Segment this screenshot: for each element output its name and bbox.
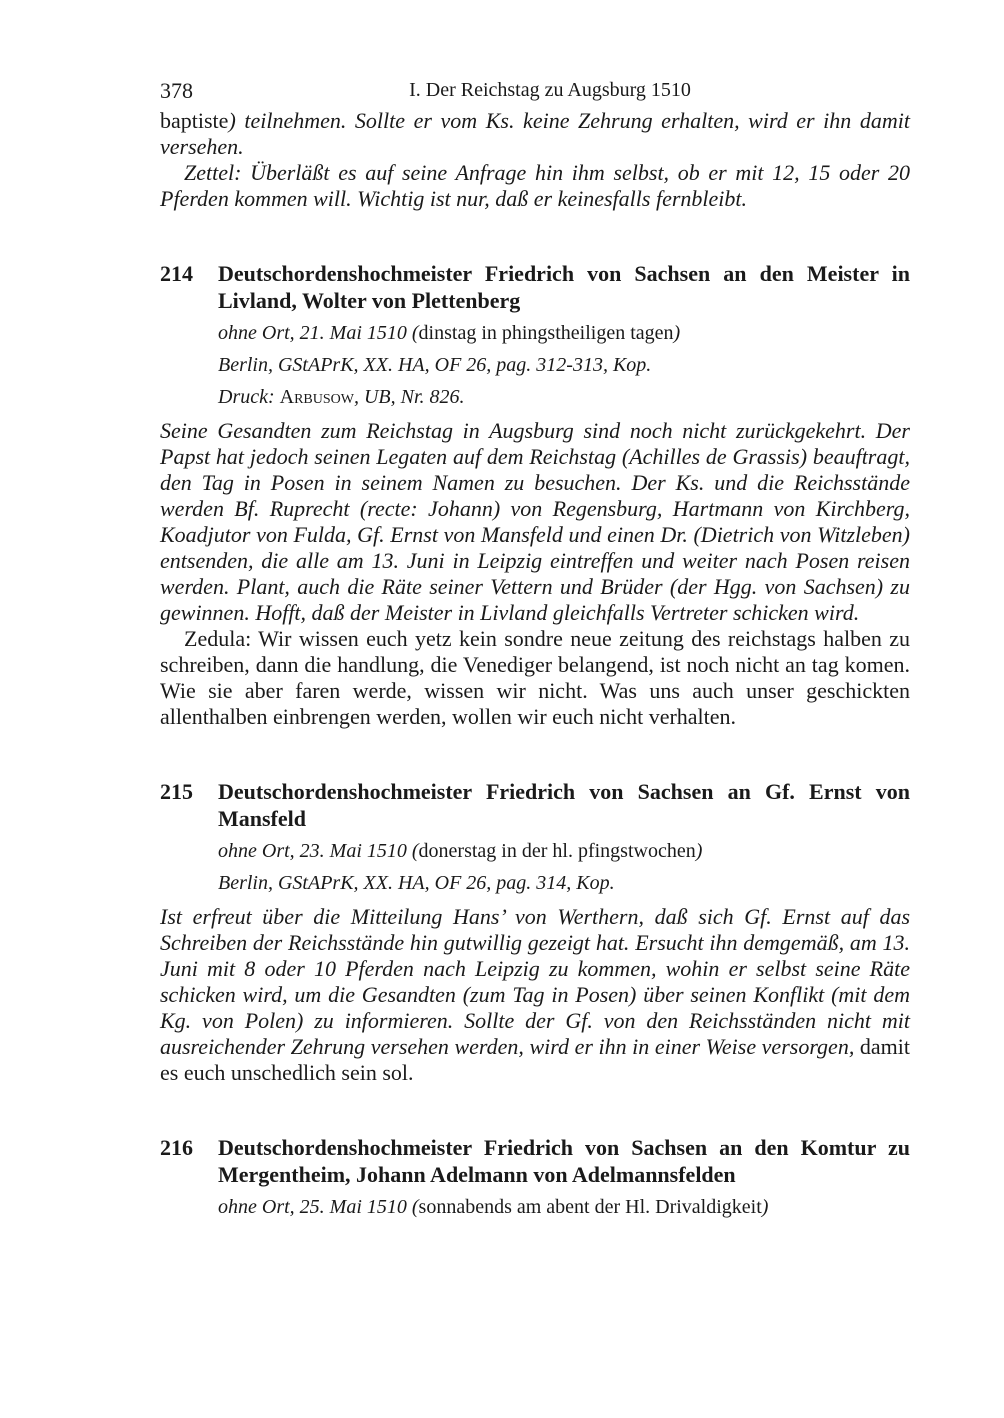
entry-heading: [160, 260, 910, 314]
date-close: ): [673, 322, 681, 344]
entry-summary: Seine Gesandten zum Reichstag in Augsburg sind noch nicht zurückgekehrt. Der Papst hat jedoch seinen Legaten auf dem Reichstag (Achilles de Grassis) beauftragt, den Tag in Posen in seinem Namen zu besuchen. Der Ks. und die Reichsstände werden Bf. Ruprecht (recte: Johann) von Regensburg, Hartmann von Kirchberg, Koadjutor von Fulda, Gf. Ernst von Mansfeld und einen Dr. (Dietrich von Witzleben) entsenden, die alle am 13. Juni in Leipzig eintreffen und weiter nach Posen reisen werden. Plant, auch die Räte seiner Vettern und Brüder (der Hgg. von Sachsen) zu gewinnen. Hofft, daß der Meister in Livland gleichfalls Vertreter schicken wird.: [160, 418, 910, 625]
print-author: Arbusow: [279, 386, 354, 408]
entry-date: [218, 1194, 910, 1220]
entry-number: 214: [160, 261, 193, 286]
print-label: Druck:: [218, 386, 280, 408]
entry-print: [218, 384, 910, 410]
entry-meta: [160, 1194, 910, 1220]
entry-215: [160, 778, 910, 1086]
entry-214: [160, 260, 910, 730]
entry-title: Deutschordenshochmeister Friedrich von Sachsen an den Meister in Livland, Wolter von Plettenberg: [218, 261, 910, 313]
entry-title: Deutschordenshochmeister Friedrich von Sachsen an den Komtur zu Mergentheim, Johann Adelmann von Adelmannsfelden: [218, 1135, 910, 1187]
entry-source: Berlin, GStAPrK, XX. HA, OF 26, pag. 314, Kop.: [218, 872, 615, 894]
intro-italic-text: ) teilnehmen. Sollte er vom Ks. keine Zehrung erhalten, wird er ihn damit versehen.: [160, 108, 910, 159]
intro-upright-text: baptiste: [160, 108, 229, 133]
entry-title: Deutschordenshochmeister Friedrich von Sachsen an Gf. Ernst von Mansfeld: [218, 779, 910, 831]
date-quote: donerstag in der hl. pfingstwochen: [418, 840, 696, 862]
date-close: ): [695, 840, 703, 862]
date-italic: ohne Ort, 23. Mai 1510 (: [218, 840, 419, 862]
entry-meta: [160, 320, 910, 410]
entry-216: [160, 1134, 910, 1220]
running-header: [160, 78, 910, 108]
page: [160, 78, 910, 1220]
entry-zedula: Zedula: Wir wissen euch yetz kein sondre neue zeitung des reichstags halben zu schreiben, dann die handlung, die Venediger belangend, ist noch nicht an tag komen. Wie sie aber faren werde, wissen wir nicht. Was uns auch unser geschickten allenthalben einbrengen werden, wollen wir euch nicht verhalten.: [160, 626, 910, 729]
entry-number: 216: [160, 1135, 193, 1160]
date-close: ): [761, 1196, 769, 1218]
date-italic: ohne Ort, 25. Mai 1510 (: [218, 1196, 419, 1218]
print-rest: , UB, Nr. 826.: [353, 386, 465, 408]
entry-date: [218, 838, 910, 864]
intro-paragraph: [160, 108, 910, 160]
entry-date: [218, 320, 910, 346]
entry-source: Berlin, GStAPrK, XX. HA, OF 26, pag. 312-313, Kop.: [218, 354, 652, 376]
summary-upright: damit es euch unschedlich sein sol.: [160, 1034, 910, 1085]
date-italic: ohne Ort, 21. Mai 1510 (: [218, 322, 419, 344]
entry-number: 215: [160, 779, 193, 804]
page-number: 378: [160, 78, 193, 103]
running-title: I. Der Reichstag zu Augsburg 1510: [409, 79, 691, 101]
entry-heading: [160, 778, 910, 832]
entry-meta: [160, 838, 910, 896]
entry-summary: [160, 904, 910, 1086]
date-quote: dinstag in phingstheiligen tagen: [418, 322, 674, 344]
intro-zettel: Zettel: Überläßt es auf seine Anfrage hin ihm selbst, ob er mit 12, 15 oder 20 Pferden kommen will. Wichtig ist nur, daß er keinesfalls fernbleibt.: [160, 160, 910, 211]
entry-heading: [160, 1134, 910, 1188]
date-quote: sonnabends am abent der Hl. Drivaldigkeit: [418, 1196, 762, 1218]
summary-italic: Ist erfreut über die Mitteilung Hans’ von Werthern, daß sich Gf. Ernst auf das Schreiben der Reichsstände hin gutwillig gezeigt hat. Ersucht ihn demgemäß, am 13. Juni mit 8 oder 10 Pferden nach Leipzig zu kommen, wohin er selbst seine Räte schicken wird, um die Gesandten (zum Tag in Posen) über seinen Konflikt (mit dem Kg. von Polen) zu informieren. Sollte der Gf. von den Reichsständen nicht mit ausreichender Zehrung versehen werden, wird er ihn in einer Weise versorgen,: [160, 904, 910, 1059]
